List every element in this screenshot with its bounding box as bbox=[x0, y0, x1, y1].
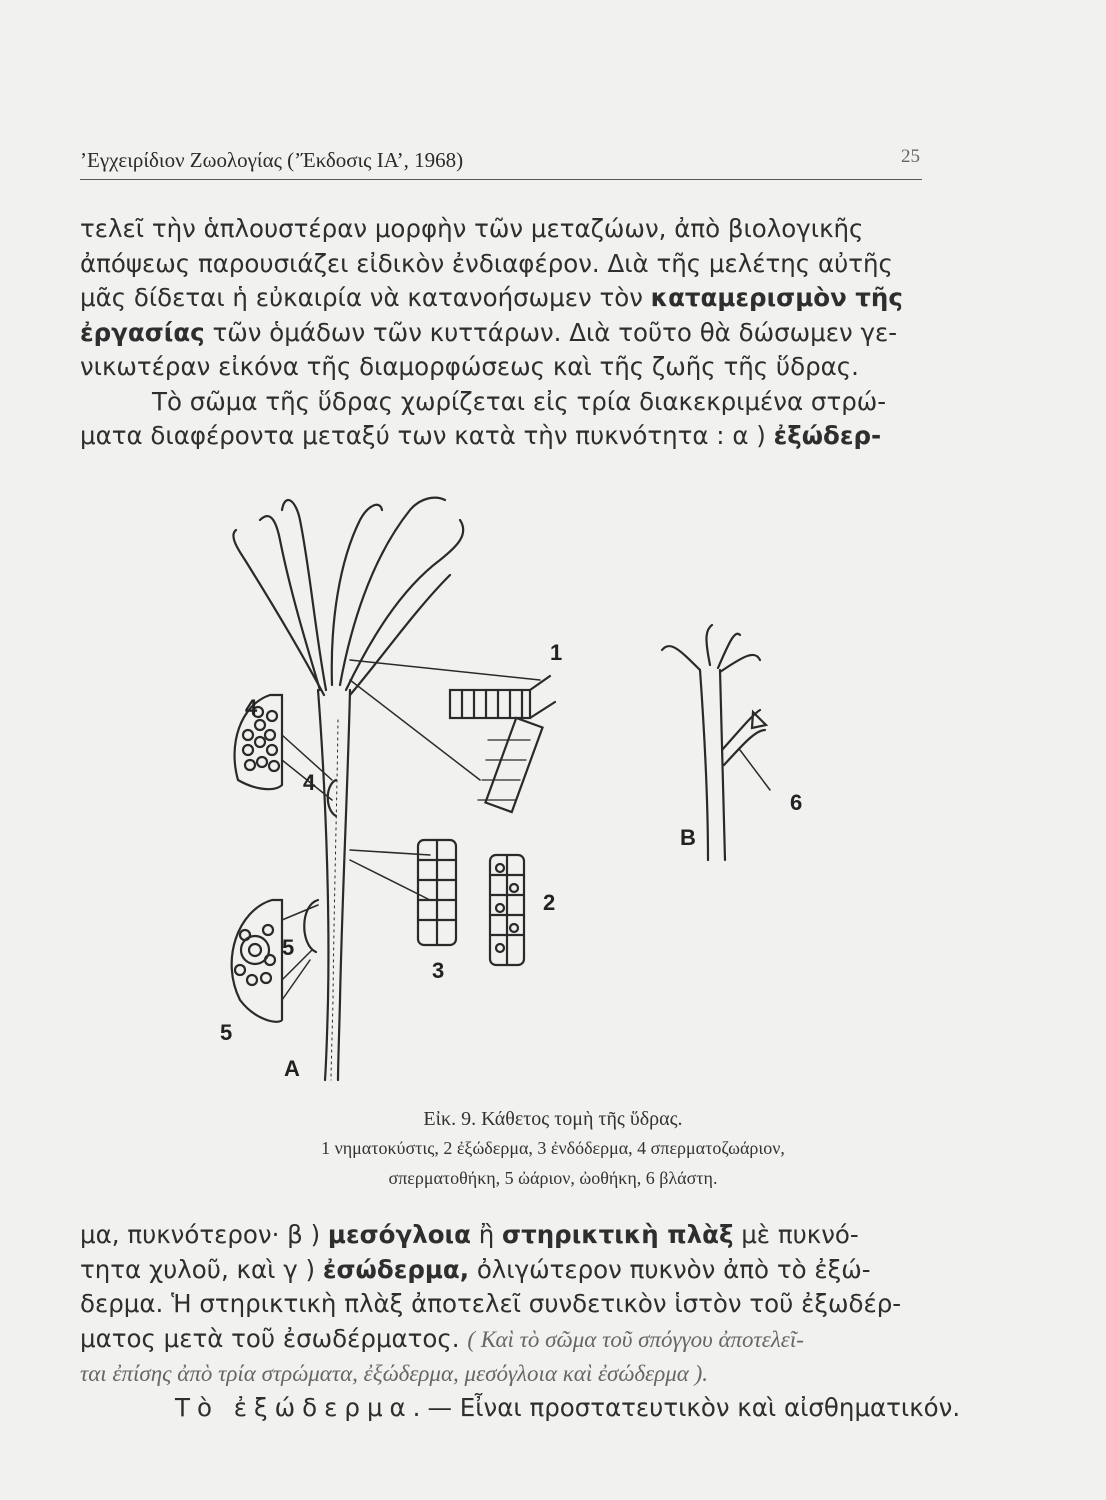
leader-lines bbox=[282, 660, 770, 1000]
cnidocyte-cell-column bbox=[450, 676, 555, 812]
text-line bbox=[80, 1391, 961, 1426]
hydra-figure bbox=[200, 480, 880, 1100]
header-rule bbox=[80, 179, 922, 180]
italic-aside: ( Καὶ τὸ σῶμα τοῦ σπόγγου ἀποτελεῖ- bbox=[467, 1326, 804, 1352]
text-line bbox=[80, 212, 942, 247]
italic-aside: ται ἐπίσης ἀπὸ τρία στρώματα, ἐξώδερμα, μεσόγλοια καὶ ἐσώδερμα ). bbox=[80, 1361, 709, 1386]
text-span: Τὸ σῶμα τῆς ὕδρας χωρίζεται εἰς τρία διακεκριμένα στρώ- bbox=[152, 386, 887, 416]
label-2: 2 bbox=[543, 890, 556, 915]
label-4-body: 4 bbox=[303, 770, 316, 795]
text-line bbox=[80, 316, 942, 351]
text-line bbox=[80, 350, 942, 385]
spaced-heading: Τὸ ἐξώδερμα. bbox=[175, 1392, 428, 1422]
bold-term: ἐξώδερ- bbox=[773, 421, 882, 450]
egg-cell-cluster bbox=[232, 900, 282, 1022]
figure-caption-line: σπερματοθήκη, 5 ὠάριον, ὠοθήκη, 6 βλάστη. bbox=[388, 1168, 718, 1188]
text-span: νικωτέραν εἰκόνα τῆς διαμορφώσεως καὶ τῆς ζωῆς τῆς ὕδρας. bbox=[80, 352, 859, 381]
text-line bbox=[80, 419, 942, 454]
text-line bbox=[80, 1322, 942, 1357]
hydra-illustration bbox=[200, 480, 880, 1100]
top-paragraph bbox=[80, 212, 942, 454]
label-5-body: 5 bbox=[282, 935, 295, 960]
page-number: 25 bbox=[901, 146, 920, 167]
text-span: μα, πυκνότερον· β ) bbox=[80, 1220, 328, 1249]
text-span: μᾶς δίδεται ἡ εὐκαιρία νὰ κατανοήσωμεν τὸν bbox=[80, 283, 651, 312]
running-header bbox=[80, 146, 920, 176]
bold-term: μεσόγλοια bbox=[327, 1220, 471, 1249]
label-4-left: 4 bbox=[245, 695, 258, 720]
text-span: — Εἶναι προστατευτικὸν καὶ αἰσθηματικόν. bbox=[427, 1392, 961, 1422]
label-5-left: 5 bbox=[220, 1020, 233, 1045]
text-line bbox=[80, 1356, 942, 1391]
text-span: δερμα. Ἡ στηρικτικὴ πλὰξ ἀποτελεῖ συνδετικὸν ἱστὸν τοῦ ἐξωδέρ- bbox=[80, 1289, 902, 1318]
bold-term: στηρικτικὴ πλὰξ bbox=[502, 1220, 734, 1249]
bold-term: ἐργασίας bbox=[80, 317, 205, 347]
text-span: τελεῖ τὴν ἁπλουστέραν μορφὴν τῶν μεταζώων, ἀπὸ βιολογικῆς bbox=[80, 214, 864, 243]
text-span: ὀλιγώτερον πυκνὸν ἀπὸ τὸ ἐξώ- bbox=[469, 1254, 871, 1284]
label-1: 1 bbox=[550, 640, 563, 665]
text-span: μὲ πυκνό- bbox=[733, 1220, 859, 1249]
label-6: 6 bbox=[790, 790, 803, 815]
text-line bbox=[80, 1218, 942, 1253]
text-line bbox=[80, 1287, 942, 1322]
header-title: ’Εγχειρίδιον Ζωολογίας (’Έκδοσις ΙΑ’, 1968) bbox=[80, 148, 464, 172]
figure-caption-title: Εἰκ. 9. Κάθετος τομὴ τῆς ὕδρας. bbox=[423, 1108, 683, 1130]
text-span: ματα διαφέροντα μεταξύ των κατὰ τὴν πυκνότητα : α ) bbox=[80, 421, 774, 450]
text-span: τητα χυλοῦ, καὶ γ ) bbox=[80, 1254, 323, 1284]
label-A: A bbox=[284, 1056, 300, 1081]
text-line bbox=[80, 247, 942, 282]
endoderm-cell-column bbox=[418, 840, 456, 945]
figure-caption-line: 1 νηματοκύστις, 2 ἐξώδερμα, 3 ἐνδόδερμα, 4 σπερματοζωάριον, bbox=[321, 1138, 785, 1158]
bottom-paragraph bbox=[80, 1218, 961, 1425]
text-span: ματος μετὰ τοῦ ἐσωδέρματος. bbox=[80, 1323, 468, 1353]
label-B: B bbox=[680, 825, 696, 850]
sperm-cell-cluster bbox=[235, 695, 282, 789]
text-line bbox=[80, 1253, 942, 1288]
text-line bbox=[80, 385, 942, 420]
text-span: τῶν ὁμάδων τῶν κυττάρων. Διὰ τοῦτο θὰ δώσωμεν γε- bbox=[204, 317, 898, 347]
ectoderm-cell-column bbox=[490, 855, 524, 965]
label-3: 3 bbox=[432, 958, 445, 983]
text-span: ἀπόψεως παρουσιάζει εἰδικὸν ἐνδιαφέρον. Διὰ τῆς μελέτης αὐτῆς bbox=[80, 248, 893, 278]
text-span: ἢ bbox=[470, 1220, 503, 1249]
bold-term: καταμερισμὸν τῆς bbox=[650, 283, 903, 312]
bold-term: ἐσώδερμα, bbox=[322, 1254, 470, 1284]
budding-hydra-b bbox=[662, 625, 766, 860]
text-line bbox=[80, 281, 942, 316]
